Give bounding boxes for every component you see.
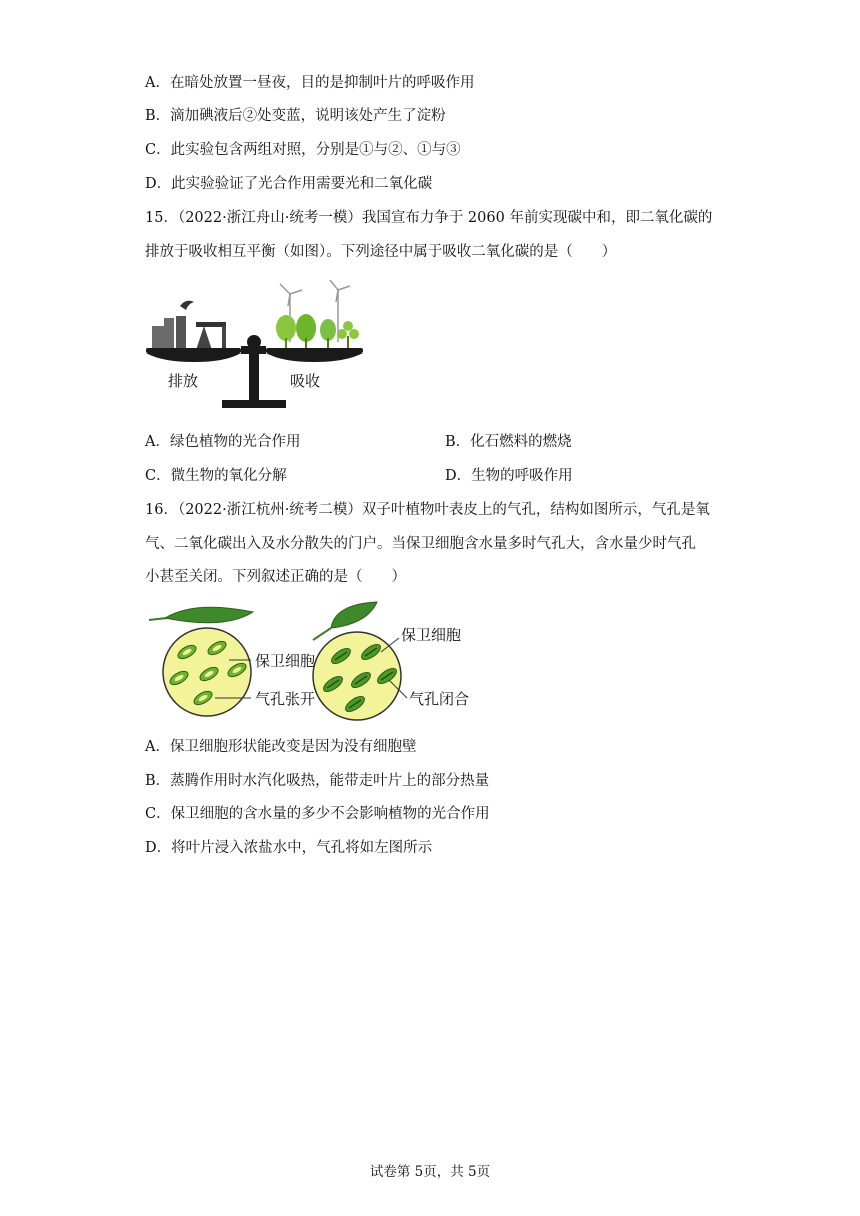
scale-label-emission: 排放	[168, 372, 199, 390]
stomata-figure	[145, 600, 485, 722]
page-footer: 试卷第 5页，共 5页	[369, 1164, 491, 1180]
q16-stem-line3: 小甚至关闭。下列叙述正确的是（ ）	[145, 569, 406, 585]
q16-option-a: A．保卫细胞形状能改变是因为没有细胞壁	[145, 739, 417, 755]
label-guard-cell-left: 保卫细胞	[255, 652, 316, 670]
leaf-icon	[149, 607, 253, 623]
tree-icons	[276, 314, 359, 348]
closed-stomata-circle	[313, 632, 407, 720]
q16-stem-line1: 16．（2022·浙江杭州·统考二模）双子叶植物叶表皮上的气孔，结构如图所示，气孔是氧	[145, 502, 710, 518]
q16-stem-line2: 气、二氧化碳出入及水分散失的门户。当保卫细胞含水量多时气孔大，含水量少时气孔	[145, 536, 696, 552]
carbon-balance-scale-figure	[140, 280, 370, 412]
q15-option-b: B．化石燃料的燃烧	[445, 434, 572, 450]
q15-option-d: D．生物的呼吸作用	[445, 468, 573, 484]
q14-option-d: D．此实验验证了光合作用需要光和二氧化碳	[145, 176, 433, 192]
q15-stem-line1: 15．（2022·浙江舟山·统考一模）我国宣布力争于 2060 年前实现碳中和，即二氧化碳的	[145, 210, 713, 226]
label-guard-cell-right: 保卫细胞	[401, 626, 462, 644]
q14-option-a: A．在暗处放置一昼夜，目的是抑制叶片的呼吸作用	[145, 75, 475, 91]
label-stomata-closed: 气孔闭合	[409, 690, 470, 708]
factory-icon	[152, 301, 194, 350]
q16-option-c: C．保卫细胞的含水量的多少不会影响植物的光合作用	[145, 806, 490, 822]
q14-option-c: C．此实验包含两组对照，分别是①与②、①与③	[145, 142, 461, 158]
q14-option-b: B．滴加碘液后②处变蓝，说明该处产生了淀粉	[145, 108, 446, 124]
q15-stem-line2: 排放于吸收相互平衡（如图）。下列途径中属于吸收二氧化碳的是（ ）	[145, 244, 617, 260]
q16-option-b: B．蒸腾作用时水汽化吸热，能带走叶片上的部分热量	[145, 773, 490, 789]
label-stomata-open: 气孔张开	[255, 690, 316, 708]
open-stomata-circle	[163, 628, 251, 716]
oil-pump-icon	[196, 322, 226, 350]
scale-label-absorption: 吸收	[290, 372, 321, 390]
q16-option-d: D．将叶片浸入浓盐水中，气孔将如左图所示	[145, 840, 433, 856]
q15-option-c: C．微生物的氧化分解	[145, 468, 287, 484]
q15-option-a: A．绿色植物的光合作用	[145, 434, 301, 450]
